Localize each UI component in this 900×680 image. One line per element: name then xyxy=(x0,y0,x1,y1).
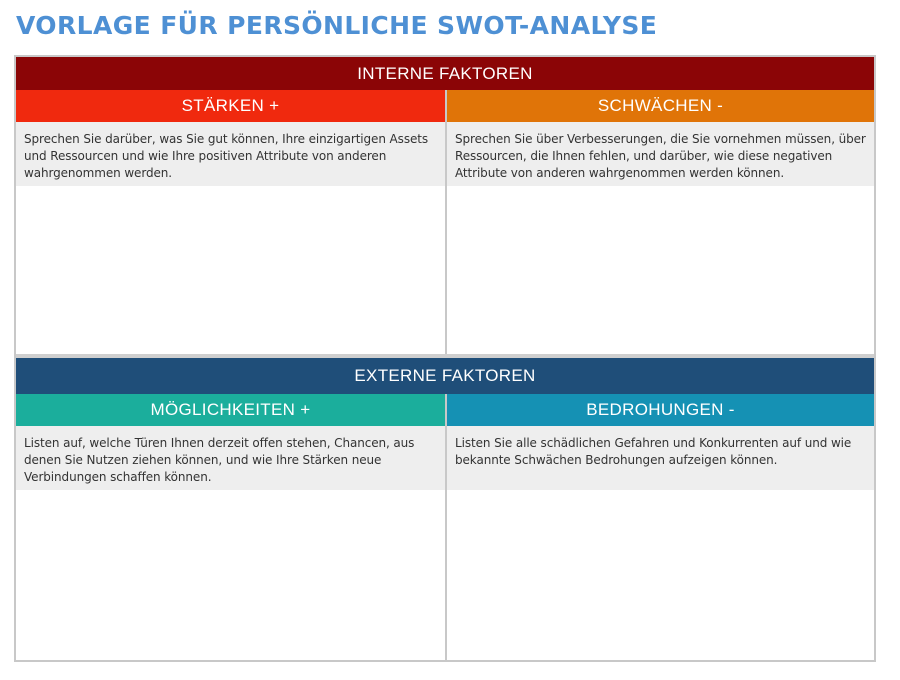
opportunities-header: MÖGLICHKEITEN + xyxy=(16,394,445,426)
external-factors-header: EXTERNE FAKTOREN xyxy=(16,358,874,394)
threats-entry-area[interactable] xyxy=(447,490,874,660)
page-title: VORLAGE FÜR PERSÖNLICHE SWOT-ANALYSE xyxy=(16,11,658,40)
swot-grid xyxy=(14,55,876,662)
opportunities-entry-area[interactable] xyxy=(16,490,445,660)
strengths-description: Sprechen Sie darüber, was Sie gut können, Ihre einzigartigen Assets und Ressourcen und wie Ihre positiven Attribute von anderen wahrgenommen werden. xyxy=(16,122,445,186)
internal-factors-header: INTERNE FAKTOREN xyxy=(16,57,874,90)
threats-description: Listen Sie alle schädlichen Gefahren und Konkurrenten auf und wie bekannte Schwächen Bedrohungen aufzeigen können. xyxy=(447,426,874,490)
weaknesses-entry-area[interactable] xyxy=(447,186,874,354)
threats-header: BEDROHUNGEN - xyxy=(447,394,874,426)
weaknesses-header: SCHWÄCHEN - xyxy=(447,90,874,122)
internal-column-divider xyxy=(445,90,447,354)
strengths-entry-area[interactable] xyxy=(16,186,445,354)
opportunities-description: Listen auf, welche Türen Ihnen derzeit offen stehen, Chancen, aus denen Sie Nutzen ziehen können, und wie Ihre Stärken neue Verbindungen schaffen können. xyxy=(16,426,445,490)
weaknesses-description: Sprechen Sie über Verbesserungen, die Sie vornehmen müssen, über Ressourcen, die Ihnen fehlen, und darüber, wie diese negativen Attribute von anderen wahrgenommen werden können. xyxy=(447,122,874,186)
strengths-header: STÄRKEN + xyxy=(16,90,445,122)
external-column-divider xyxy=(445,394,447,660)
